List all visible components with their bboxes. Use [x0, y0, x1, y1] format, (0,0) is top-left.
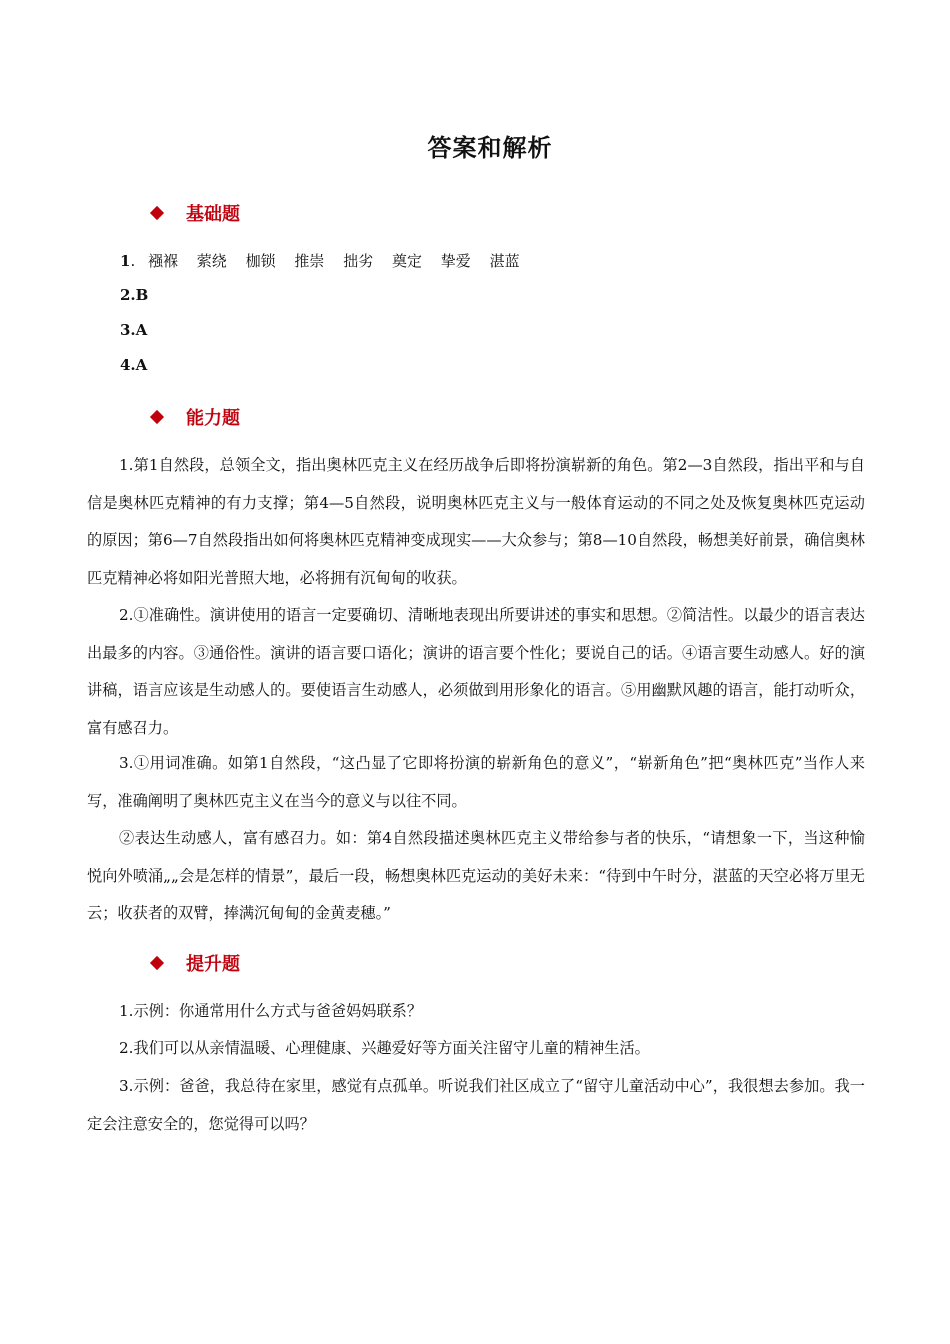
section-heading-basic	[150, 200, 240, 226]
answer-3: 3.A	[120, 321, 148, 339]
answer-1	[120, 250, 534, 271]
word: 挚爱	[440, 252, 471, 270]
advanced-answer-3: 3.示例：爸爸，我总待在家里，感觉有点孤单。听说我们社区成立了“留守儿童活动中心”，我很想去参加。我一定会注意安全的，您觉得可以吗？	[87, 1077, 865, 1133]
page-title: 答案和解析	[427, 134, 553, 162]
answer-2: 2.B	[120, 286, 149, 304]
ability-answer-3: 3.①用词准确。如第1自然段，“这凸显了它即将扮演的崭新角色的意义”，“崭新角色”把“奥林匹克”当作人来写，准确阐明了奥林匹克主义在当今的意义与以往不同。	[87, 754, 865, 810]
ability-answer-4: ②表达生动感人，富有感召力。如：第4自然段描述奥林匹克主义带给参与者的快乐，“请想象一下，当这种愉悦向外喷涌„„会是怎样的情景”，最后一段，畅想奥林匹克运动的美好未来：“待到中午时分，湛蓝的天空必将万里无云；收获者的双臂，捧满沉甸甸的金黄麦穗。”	[87, 829, 865, 922]
section-heading-ability	[150, 404, 240, 430]
section-heading-advanced	[150, 950, 240, 976]
diamond-bullet-icon	[150, 956, 164, 970]
advanced-answer-1: 1.示例：你通常用什么方式与爸爸妈妈联系？	[119, 1002, 423, 1020]
word: 拙劣	[343, 252, 374, 270]
word: 奠定	[391, 252, 422, 270]
advanced-answer-2: 2.我们可以从亲情温暖、心理健康、兴趣爱好等方面关注留守儿童的精神生活。	[119, 1039, 650, 1057]
word: 枷锁	[245, 252, 276, 270]
section-heading-label: 能力题	[186, 408, 240, 429]
section-heading-label: 基础题	[186, 204, 240, 225]
answer-4: 4.A	[120, 356, 148, 374]
answer-number: 1	[120, 252, 131, 270]
section-heading-label: 提升题	[186, 954, 240, 975]
answer-separator: .	[130, 252, 136, 270]
ability-answer-2: 2.①准确性。演讲使用的语言一定要确切、清晰地表现出所要讲述的事实和思想。②简洁性。以最少的语言表达出最多的内容。③通俗性。演讲的语言要口语化；演讲的语言要个性化；要说自己的话。④语言要生动感人。好的演讲稿，语言应该是生动感人的。要使语言生动感人，必须做到用形象化的语言。⑤用幽默风趣的语言，能打动听众，富有感召力。	[87, 606, 865, 737]
ability-answer-1: 1.第1自然段，总领全文，指出奥林匹克主义在经历战争后即将扮演崭新的角色。第2—3自然段，指出平和与自信是奥林匹克精神的有力支撑；第4—5自然段，说明奥林匹克主义与一般体育运动的不同之处及恢复奥林匹克运动的原因；第6—7自然段指出如何将奥林匹克精神变成现实——大众参与；第8—10自然段，畅想美好前景，确信奥林匹克精神必将如阳光普照大地，必将拥有沉甸甸的收获。	[87, 456, 865, 587]
word: 萦绕	[196, 252, 227, 270]
word: 湛蓝	[489, 252, 520, 270]
word: 推崇	[294, 252, 325, 270]
diamond-bullet-icon	[150, 410, 164, 424]
diamond-bullet-icon	[150, 206, 164, 220]
word: 襁褓	[148, 252, 179, 270]
